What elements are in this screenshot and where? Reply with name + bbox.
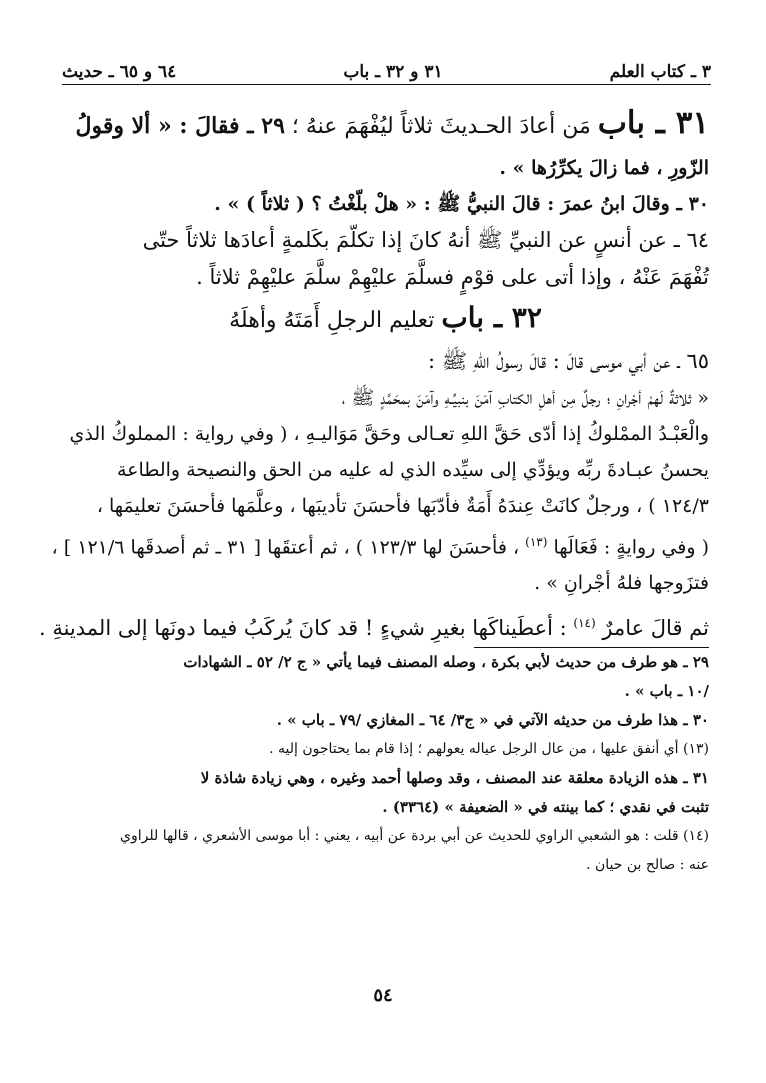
footnote-31-line1: ٣١ ـ هذه الزيادة معلقة عند المصنف ، وقد وصلها أحمد وغيره ، وهي زيادة شاذة لا <box>200 769 709 788</box>
chapter-31-line2: الزّورِ ، فما زالَ يكرِّرُها » . <box>499 157 709 179</box>
hadith-65-line6: فتزَوجها فلهُ أجْرانِ » . <box>534 572 709 595</box>
hadith-65-line1: « ثلاثةٌ لَهمْ أجْرانِ ؛ رجلٌ مِن أهلِ الكتابِ آمَنَ بنبيِّـهِ وآمَنَ بمحَمَّدٍ ﷺ ، <box>341 387 709 409</box>
chapter-32-heading <box>62 296 709 343</box>
hadith-65-intro: ٦٥ ـ عن أبي موسى قالَ : قالَ رسولُ اللهِ ﷺ : <box>428 349 709 373</box>
chapter-31-heading <box>62 100 709 150</box>
footnote-30: ٣٠ ـ هذا طرف من حديثه الآتي في « ج٣/ ٦٤ ـ المغازي /٧٩ ـ باب » . <box>276 711 709 730</box>
hadith-65-line2: والْعَبْـدُ الممْلوكُ إذا أدّى حَقَّ اللهِ تعـالى وحَقَّ مَوَاليـهِ ، ( وفي رواية : المملوكُ الذي <box>69 423 709 445</box>
hadith-30-line: ٣٠ ـ وقالَ ابنُ عمرَ : قالَ النبيُّ ﷺ : « هلْ بلّغْتُ ؟ ( ثلاثاً ) » . <box>214 193 709 215</box>
header-book-title: ٣ ـ كتاب العلم <box>609 62 711 82</box>
chapter-32-title: تعليم الرجلِ أَمَتَهُ وأهلَهُ <box>229 308 435 333</box>
amer-part1: ثم قالَ عامرٌ <box>602 616 709 641</box>
chapter-31-note: ٢٩ ـ فقالَ : « ألا وقولُ <box>75 113 285 139</box>
main-text <box>38 98 709 880</box>
footnote-ref-14: (١٤) <box>573 616 596 631</box>
page-number: ٥٤ <box>373 985 393 1006</box>
amer-part2: : أعطَيناكَها بغيرِ شيءٍ ! قد كانَ يُركَبُ فيما دونَها إلى المدينةِ . <box>38 616 567 641</box>
chapter-31-number: ٣١ ـ باب <box>597 105 709 141</box>
chapter-32-number: ٣٢ ـ باب <box>441 301 542 334</box>
footnote-29-line2: /١٠ ـ باب » . <box>624 682 709 701</box>
hadith-65-line5-part1: ( وفي روايةٍ : فَعَالَها <box>553 536 709 559</box>
footnote-13: (١٣) أي أنفق عليها ، من عال الرجل عياله يعولهم ؛ إذا قام بما يحتاجون إليه . <box>269 741 709 758</box>
hadith-65-line5 <box>51 524 709 565</box>
hadith-64-line2: تُفْهَمَ عَنْهُ ، وإذا أتى على قوْمٍ فسلَّمَ عليْهِمْ سلَّمَ عليْهِمْ ثلاثاً . <box>196 265 709 289</box>
hadith-65-line4: ١٢٤/٣ ) ، ورجلٌ كانَتْ عِندَهُ أَمَةٌ فأدّبَها فأحسَنَ تأديبَها ، وعلَّمَها فأحسَنَ تعليمَها ، <box>96 495 709 517</box>
chapter-31-title: مَن أعادَ الحـديثَ ثلاثاً ليُفْهَمَ عنهُ ؛ <box>291 114 591 139</box>
footnote-31-line2: تثبت في نقدي ؛ كما بينته في « الضعيفة » (٣٣٦٤) . <box>382 798 709 817</box>
page-header <box>62 50 711 85</box>
amer-line <box>38 605 709 647</box>
hadith-64-line1: ٦٤ ـ عن أنسٍ عن النبيِّ ﷺ أنهُ كانَ إذا تكلّمَ بكَلمةٍ أعادَها ثلاثاً حتّى <box>142 228 709 252</box>
footnote-ref-13: (١٣) <box>525 535 548 549</box>
footnote-14-line2: عنه : صالح بن حيان . <box>586 857 709 874</box>
header-chapters: ٣١ و ٣٢ ـ باب <box>343 62 443 82</box>
header-hadith-numbers: ٦٤ و ٦٥ ـ حديث <box>62 62 177 82</box>
footnote-14-line1: (١٤) قلت : هو الشعبي الراوي للحديث عن أبي بردة عن أبيه ، يعني : أبا موسى الأشعري ، قالها للراوي <box>120 828 709 845</box>
footnote-29-line1: ٢٩ ـ هو طرف من حديث لأبي بكرة ، وصله المصنف فيما يأتي « ج ٢/ ٥٢ ـ الشهادات <box>183 653 709 672</box>
hadith-65-line3: يحسنُ عبـادةَ ربِّه ويؤدِّي إلى سيِّده الذي له عليه من الحق والنصيحة والطاعة <box>116 459 709 481</box>
hadith-65-line5-part2: ، فأحسَنَ لها ١٢٣/٣ ) ، ثم أعتقَها [ ٣١ ـ ثم أصدقَها ١٢١/٦ ] ، <box>51 536 520 559</box>
